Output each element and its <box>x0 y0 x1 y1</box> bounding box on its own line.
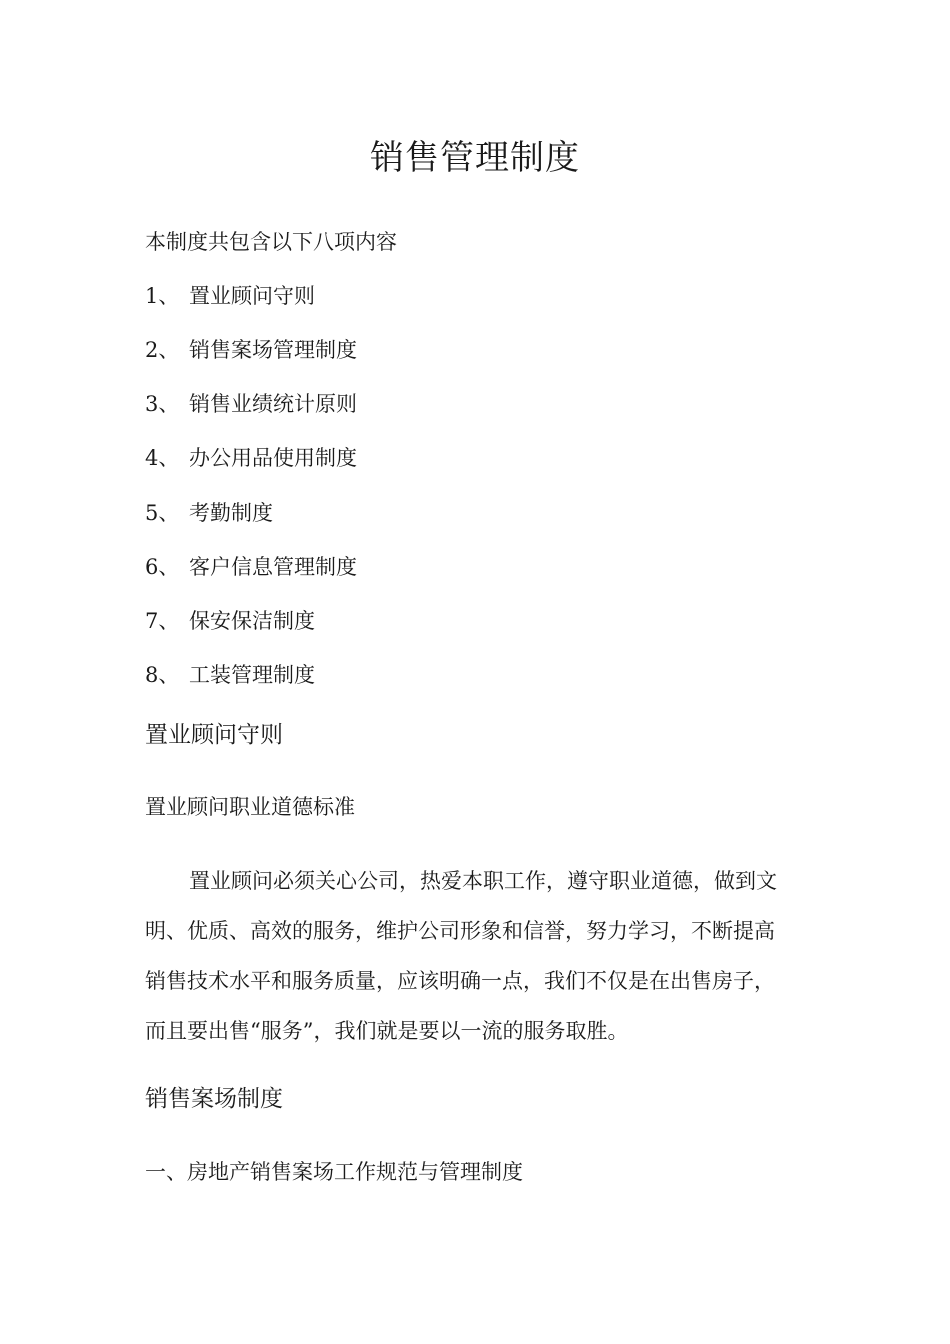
toc-number: 7、 <box>145 609 180 633</box>
paragraph-line: 明、优质、高效的服务，维护公司形象和信誉，努力学习，不断提高 <box>145 919 775 943</box>
toc-number: 4、 <box>145 446 180 470</box>
toc-label: 销售案场管理制度 <box>189 338 357 362</box>
toc-label: 保安保洁制度 <box>189 609 315 633</box>
toc-label: 考勤制度 <box>189 501 273 525</box>
toc-item <box>145 335 357 365</box>
toc-item <box>145 443 357 473</box>
paragraph-line: 而且要出售“服务”，我们就是要以一流的服务取胜。 <box>145 1019 629 1043</box>
section-heading: 销售案场制度 <box>145 1086 283 1112</box>
paragraph-line: 置业顾问必须关心公司，热爱本职工作，遵守职业道德，做到文 <box>189 869 777 893</box>
toc-label: 办公用品使用制度 <box>189 446 357 470</box>
toc-item <box>145 498 273 528</box>
section-paragraph <box>145 856 811 1056</box>
toc-label: 置业顾问守则 <box>189 284 315 308</box>
toc-number: 2、 <box>145 338 180 362</box>
toc-number: 8、 <box>145 663 180 687</box>
toc-item <box>145 389 357 419</box>
section-subheading: 一、房地产销售案场工作规范与管理制度 <box>145 1160 523 1184</box>
document-title: 销售管理制度 <box>370 138 580 178</box>
paragraph-line: 销售技术水平和服务质量，应该明确一点，我们不仅是在出售房子， <box>145 969 775 993</box>
section-heading: 置业顾问守则 <box>145 722 283 748</box>
toc-label: 客户信息管理制度 <box>189 555 357 579</box>
toc-number: 3、 <box>145 392 180 416</box>
intro-text: 本制度共包含以下八项内容 <box>145 230 397 254</box>
section-subheading: 置业顾问职业道德标准 <box>145 795 355 819</box>
toc-item <box>145 552 357 582</box>
toc-item <box>145 606 315 636</box>
toc-item <box>145 281 315 311</box>
toc-item <box>145 660 315 690</box>
toc-label: 工装管理制度 <box>189 663 315 687</box>
toc-number: 5、 <box>145 501 180 525</box>
toc-label: 销售业绩统计原则 <box>189 392 357 416</box>
toc-number: 1、 <box>145 284 180 308</box>
toc-number: 6、 <box>145 555 180 579</box>
